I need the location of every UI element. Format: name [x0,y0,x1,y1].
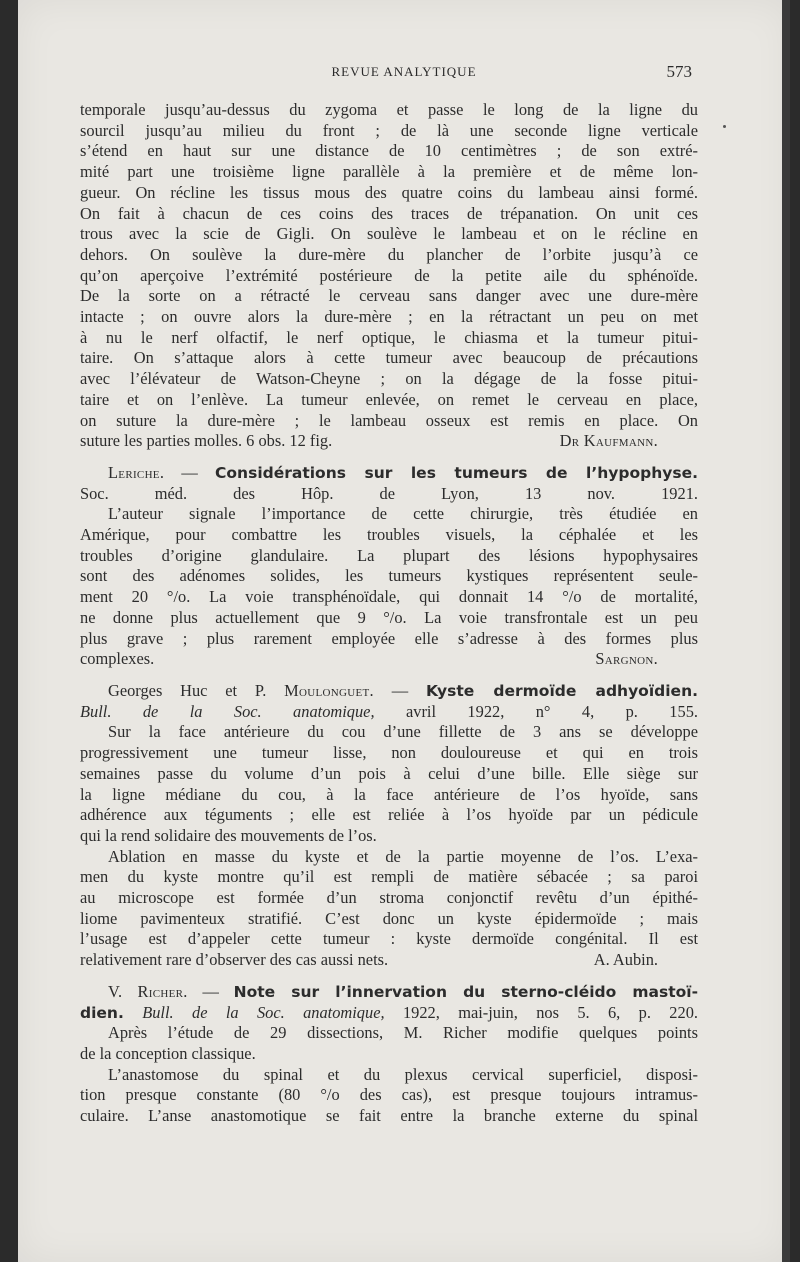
text-line: progressivement une tumeur lisse, non douloureuse et qui en trois [80,743,698,763]
entry-source [80,702,698,723]
text-line: Sur la face antérieure du cou d’une fillette de 3 ans se développe [108,722,698,742]
text-line: Ablation en masse du kyste et de la partie moyenne de l’os. L’exa- [108,846,698,866]
entry-dash: — [187,981,234,1001]
text-line: Amérique, pour combattre les troubles visuels, la céphalée et les [80,525,698,545]
review-entry-huc-moulonguet [80,681,698,971]
text-line: trous avec la scie de Gigli. On soulève le lambeau et on le récline en [80,224,698,244]
entry-title-continued: dien. [80,1003,124,1022]
text-line: men du kyste montre qu’il est rempli de matière sébacée ; sa paroi [80,867,698,887]
margin-mark [723,125,726,128]
text-line: la ligne médiane du cou, à la face antérieure de l’os hyoïde, sans [80,784,698,804]
text-line: à nu le nerf olfactif, le nerf optique, le chiasma et la tumeur pitui- [80,327,698,347]
entry-dash: — [164,462,216,482]
review-entry-richer [80,982,698,1127]
text-line: au microscope est formée d’un stroma conjonctif revêtu d’un épithé- [80,888,698,908]
text-line: adhérence aux téguments ; elle est reliée à l’os hyoïde par un pédicule [80,805,698,825]
signature-aubin: A. Aubin. [593,950,658,970]
entry-author: Leriche. [108,462,165,482]
running-title: REVUE ANALYTIQUE [331,64,477,79]
entry-source-details: 1922, mai-juin, nos 5. 6, p. 220. [384,1002,698,1022]
entry-author: Moulonguet. [284,680,374,700]
text-line: s’étend en haut sur une distance de 10 centimètres ; de son extré- [80,141,698,161]
entry-source [80,1003,698,1024]
text-line: taire. On s’attaque alors à cette tumeur avec beaucoup de précautions [80,348,698,368]
entry-source-journal: Bull. de la Soc. anatomique, [142,1002,385,1022]
text-line: L’anastomose du spinal et du plexus cervical superficiel, disposi- [108,1064,698,1084]
signature-sargnon: Sargnon. [595,649,658,669]
scanned-page [18,0,790,1262]
text-line: de la conception classique. [80,1043,256,1063]
text-line: L’auteur signale l’importance de cette chirurgie, très étudiée en [108,504,698,524]
entry-source: Soc. méd. des Hôp. de Lyon, 13 nov. 1921. [80,483,698,503]
entry-source-details: avril 1922, n° 4, p. 155. [374,701,698,721]
text-line: Après l’étude de 29 dissections, M. Richer modifie quelques points [108,1023,698,1043]
signature-kaufmann: Dr Kaufmann. [559,431,658,451]
review-entry-leriche [80,463,698,670]
entry-source-journal: Bull. de la Soc. anatomique, [80,701,375,721]
text-line: qui la rend solidaire des mouvements de l’os. [80,825,377,845]
text-line: tion presque constante (80 °/o des cas), est presque toujours intramus- [80,1085,698,1105]
text-line: On fait à chacun de ces coins des traces de trépanation. On unit ces [80,203,698,223]
text-line: sont des adénomes solides, les tumeurs kystiques représentent seule- [80,566,698,586]
entry-heading [80,681,698,702]
text-line-end: complexes. [80,649,155,669]
entry-title: Note sur l’innervation du sterno-cléido mastoï- [233,982,699,1001]
entry-dash: — [373,680,426,700]
page-edge [782,0,790,1262]
entry-author: V. Richer. [108,981,188,1001]
text-line-with-signature [80,950,698,971]
text-line: ne donne plus actuellement que 9 °/o. La voie transfrontale est un peu [80,607,698,627]
entry-heading [80,982,698,1003]
text-line: taire et on l’enlève. La tumeur enlevée, on remet le cerveau en place, [80,389,698,409]
text-line: avec l’élévateur de Watson-Cheyne ; on la dégage de la fosse pitui- [80,369,698,389]
text-line: gueur. On récline les tissus mous des quatre coins du lambeau ainsi formé. [80,182,698,202]
text-line: qu’on aperçoive l’extrémité postérieure de la petite aile du sphénoïde. [80,265,698,285]
text-line-end: suture les parties molles. 6 obs. 12 fig. [80,431,333,451]
text-line: ment 20 °/o. La voie transphénoïdale, qui donnait 14 °/o de mortalité, [80,587,698,607]
text-line: on suture la dure-mère ; le lambeau osseux est remis en place. On [80,410,698,430]
text-line: temporale jusqu’au-dessus du zygoma et passe le long de la ligne du [80,100,698,119]
text-line: dehors. On soulève la dure-mère du plancher de l’orbite jusqu’à ce [80,244,698,264]
text-line-with-signature [80,649,698,670]
text-line: liome pavimenteux stratifié. C’est donc un kyste épidermoïde ; mais [80,908,698,928]
text-line-with-signature [80,431,698,452]
text-line: semaines passe du volume d’un pois à celui d’une bille. Elle siège sur [80,763,698,783]
text-line: l’usage est d’appeler cette tumeur : kyste dermoïde congénital. Il est [80,929,698,949]
text-line: plus grave ; plus rarement employée elle s’adresse à des formes plus [80,628,698,648]
entry-heading [80,463,698,484]
text-line: intacte ; on ouvre alors la dure-mère ; en la rétractant un peu on met [80,307,698,327]
entry-title: Considérations sur les tumeurs de l’hypophyse. [215,463,698,482]
text-line: troubles d’origine glandulaire. La plupart des lésions hypophysaires [80,545,698,565]
article-body [80,100,698,1127]
text-line: De la sorte on a rétracté le cerveau sans danger avec une dure-mère [80,286,698,306]
text-line: sourcil jusqu’au milieu du front ; de là une seconde ligne verticale [80,120,698,140]
entry-author-prefix: Georges Huc et P. [108,680,285,700]
text-line-end: relativement rare d’observer des cas aussi nets. [80,950,389,970]
text-line: mité part une troisième ligne parallèle à la première et de même lon- [80,162,698,182]
running-header [18,62,790,84]
entry-title: Kyste dermoïde adhyoïdien. [426,681,698,700]
page-number: 573 [666,62,692,81]
text-line: culaire. L’anse anastomotique se fait entre la branche externe du spinal [80,1106,698,1126]
continuation-paragraph [80,100,698,452]
